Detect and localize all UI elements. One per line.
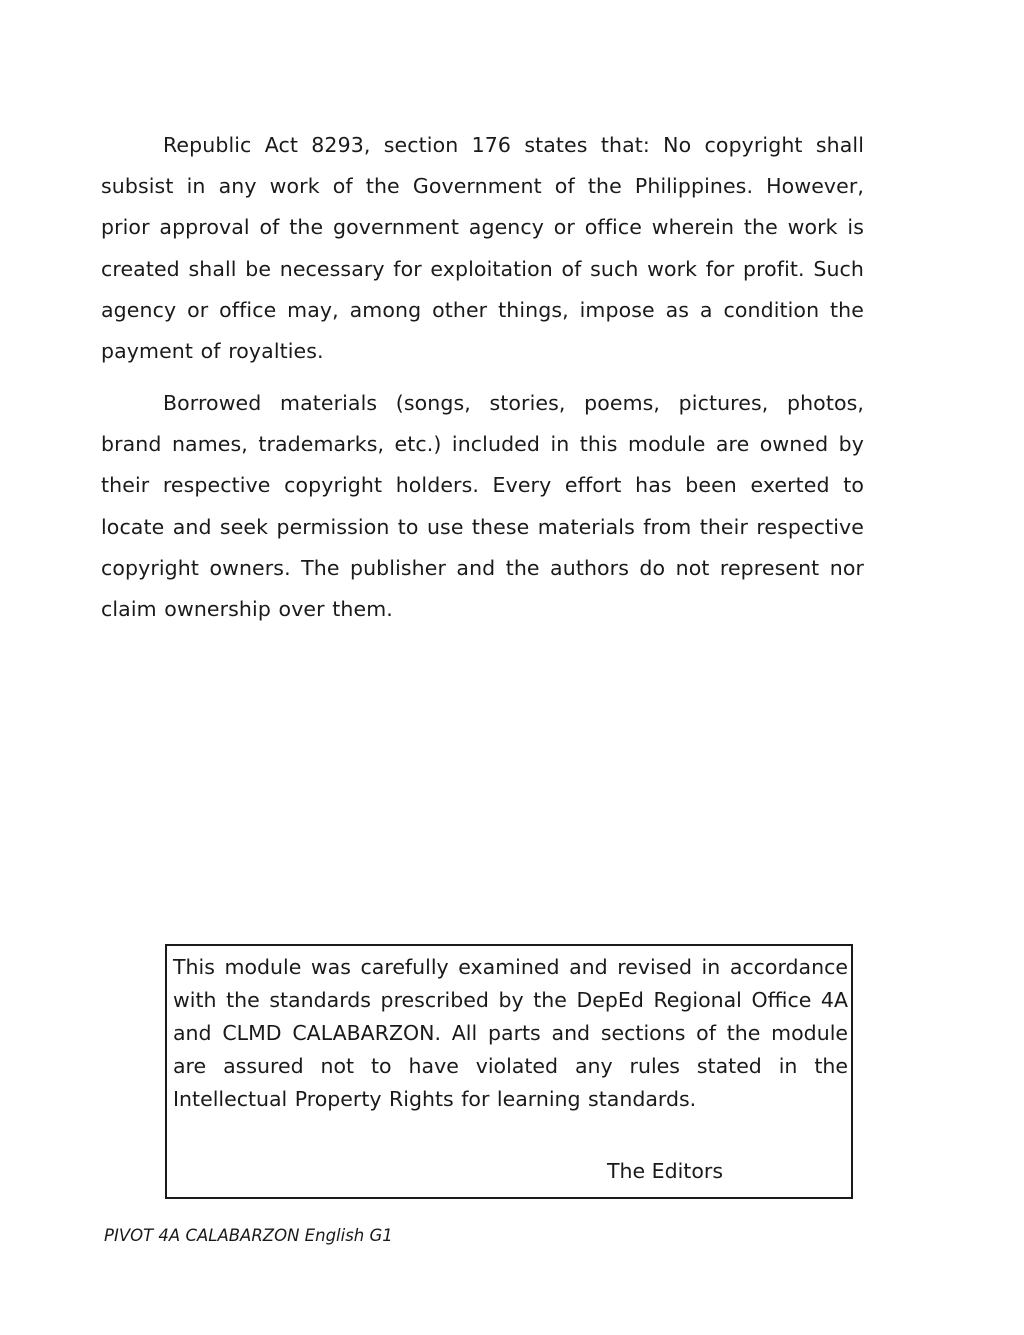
borrowed-materials-paragraph: Borrowed materials (songs, stories, poems, pictures, photos, brand names, trademarks, etc.) included in this module are owned by their respective copyright holders. Every effort has been exerted to locate and seek permission to use these materials from their respective copyright owners. The publisher and the authors do not represent nor claim ownership over them.: [101, 391, 864, 622]
page-footer: PIVOT 4A CALABARZON English G1: [104, 1226, 393, 1245]
editors-notice-text: This module was carefully examined and revised in accordance with the standards prescribed by the DepEd Regional Office 4A and CLMD CALABARZON. All parts and sections of the module are assured not to have violated any rules stated in the Intellectual Property Rights for learning standards.: [173, 955, 848, 1111]
editors-notice-box: [165, 944, 853, 1199]
editors-signature: The Editors: [607, 1159, 723, 1183]
copyright-paragraph: Republic Act 8293, section 176 states that: No copyright shall subsist in any work of the Government of the Philippines. However, prior approval of the government agency or office wherein the work is created shall be necessary for exploitation of such work for profit. Such agency or office may, among other things, impose as a condition the payment of royalties.: [101, 133, 864, 364]
